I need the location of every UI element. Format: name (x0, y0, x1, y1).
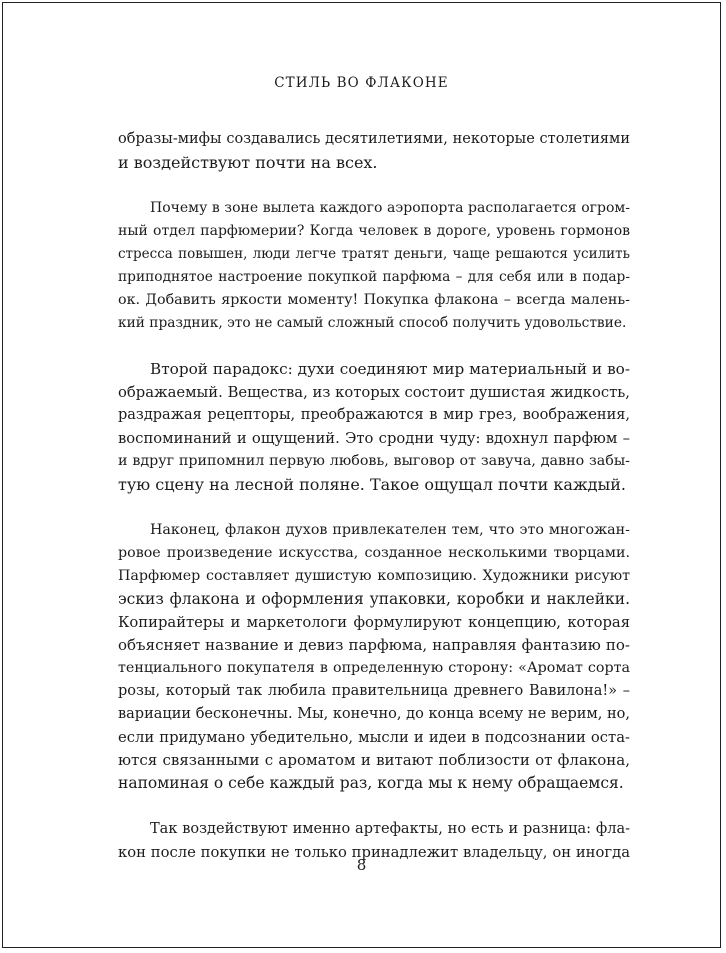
text-line: Так воздействуют именно артефакты, но есть и разница: фла- (150, 821, 630, 837)
text-line: кон после покупки не только принадлежит владельцу, он иногда (118, 844, 630, 861)
text-line: и воздействуют почти на всех. (118, 153, 378, 172)
text-line: ются связанными с ароматом и витают поблизости от флакона, (118, 751, 630, 769)
text-line: ный отдел парфюмерии? Когда человек в дороге, уровень гормонов (118, 223, 630, 239)
text-line: тую сцену на лесной поляне. Такое ощущал почти каждый. (118, 475, 627, 494)
book-page (2, 2, 721, 948)
text-line: розы, который так любила правительница древнего Вавилона!» – (118, 683, 630, 699)
text-line: объясняет название и девиз парфюма, направляя фантазию по- (118, 636, 630, 654)
page-number: 8 (356, 856, 367, 874)
text-line: приподнятое настроение покупкой парфюма – для себя или в подар- (118, 269, 630, 285)
paragraph-1 (118, 128, 630, 174)
text-line: тенциального покупателя в определенную сторону: «Аромат сорта (118, 660, 630, 676)
body-text (118, 128, 630, 887)
text-line: воспоминаний и ощущений. Это сродни чуду: вдохнул парфюм – (118, 430, 630, 447)
text-line: эскиз флакона и оформления упаковки, коробки и наклейки. (118, 590, 630, 608)
text-line: и вдруг припомнил первую любовь, выговор от завуча, давно забы- (118, 453, 630, 469)
text-line: Второй парадокс: духи соединяют мир материальный и во- (150, 360, 630, 378)
text-line: ок. Добавить яркости моменту! Покупка флакона – всегда малень- (118, 292, 630, 308)
paragraph-2 (118, 197, 630, 335)
text-line: ровое произведение искусства, созданное несколькими творцами. (118, 545, 630, 561)
paragraph-3 (118, 358, 630, 496)
text-line: если придумано убедительно, мысли и идеи в подсознании оста- (118, 729, 630, 746)
text-line: напоминая о себе каждый раз, когда мы к нему обращаемся. (118, 774, 624, 792)
text-line: кий праздник, это не самый сложный способ получить удовольствие. (118, 315, 627, 331)
paragraph-4 (118, 519, 630, 795)
text-line: образы-мифы создавались десятилетиями, некоторые столетиями (118, 131, 630, 147)
running-head: СТИЛЬ ВО ФЛАКОНЕ (274, 75, 449, 91)
text-line: Наконец, флакон духов привлекателен тем, что это многожан- (150, 522, 630, 538)
text-line: стресса повышен, люди легче тратят деньги, чаще решаются усилить (118, 246, 630, 262)
text-line: вариации бесконечны. Мы, конечно, до конца всему не верим, но, (118, 706, 630, 722)
text-line: ображаемый. Вещества, из которых состоит душистая жидкость, (118, 384, 630, 401)
text-line: Парфюмер составляет душистую композицию. Художники рисуют (118, 568, 630, 584)
text-line: Почему в зоне вылета каждого аэропорта располагается огром- (150, 200, 630, 216)
text-line: Копирайтеры и маркетологи формулируют концепцию, которая (118, 614, 630, 631)
text-line: раздражая рецепторы, преображаются в мир грез, воображения, (118, 407, 630, 423)
